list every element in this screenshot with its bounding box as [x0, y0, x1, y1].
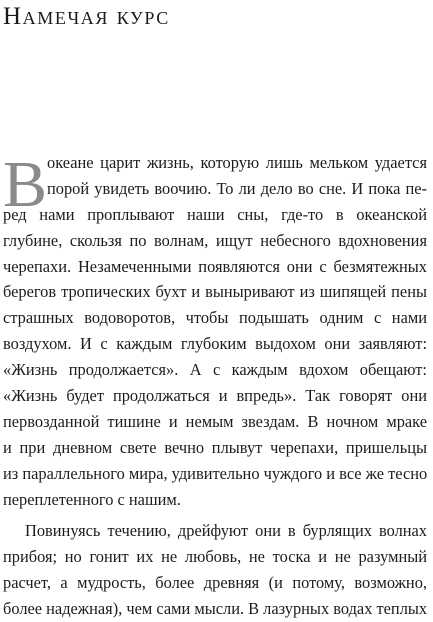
- text-line: переплетенного с нашим.: [3, 489, 181, 509]
- chapter-title: Намечая курс: [3, 3, 170, 30]
- text-line: «Жизнь будет продолжаться и впредь». Так говорят они: [3, 386, 427, 406]
- text-line: расчет, а мудрость, более древняя (и потому, возможно,: [3, 573, 427, 593]
- drop-cap: В: [3, 148, 48, 221]
- text-line: «Жизнь продолжается». А с каждым вдохом обещают:: [3, 360, 427, 380]
- text-line: из параллельного мира, удивительно чуждого и все же тесно: [3, 463, 428, 483]
- text-line: воздухом. И с каждым глубоким выдохом они заявляют:: [3, 334, 427, 354]
- text-line: океане царит жизнь, которую лишь мельком удается: [47, 153, 427, 172]
- text-line: прибоя; но гонит их не любовь, не тоска и не разумный: [3, 547, 427, 567]
- text-line: черепахи. Незамеченными появляются они с безмятежных: [3, 256, 427, 276]
- text-line: страшных водоворотов, чтобы подышать одним с нами: [3, 308, 427, 328]
- text-line: первозданной тишине и немым звездам. В ночном мраке: [3, 411, 427, 431]
- text-line: и при дневном свете вечно плывут черепахи, пришельцы: [3, 437, 427, 457]
- text-line: глубине, скользя по волнам, ищут небесного вдохновения: [3, 230, 427, 250]
- text-line: порой увидеть воочию. То ли дело во сне. И пока пе-: [47, 178, 427, 198]
- text-line: ред нами проплывают наши сны, где-то в океанской: [3, 204, 427, 224]
- text-line: Повинуясь течению, дрейфуют они в бурлящих волнах: [25, 521, 427, 541]
- body-text: [3, 150, 427, 622]
- text-line: берегов тропических бухт и выныривают из шипящей пены: [3, 282, 427, 302]
- text-line: более надежная), чем сами мысли. В лазурных водах теплых: [3, 599, 428, 619]
